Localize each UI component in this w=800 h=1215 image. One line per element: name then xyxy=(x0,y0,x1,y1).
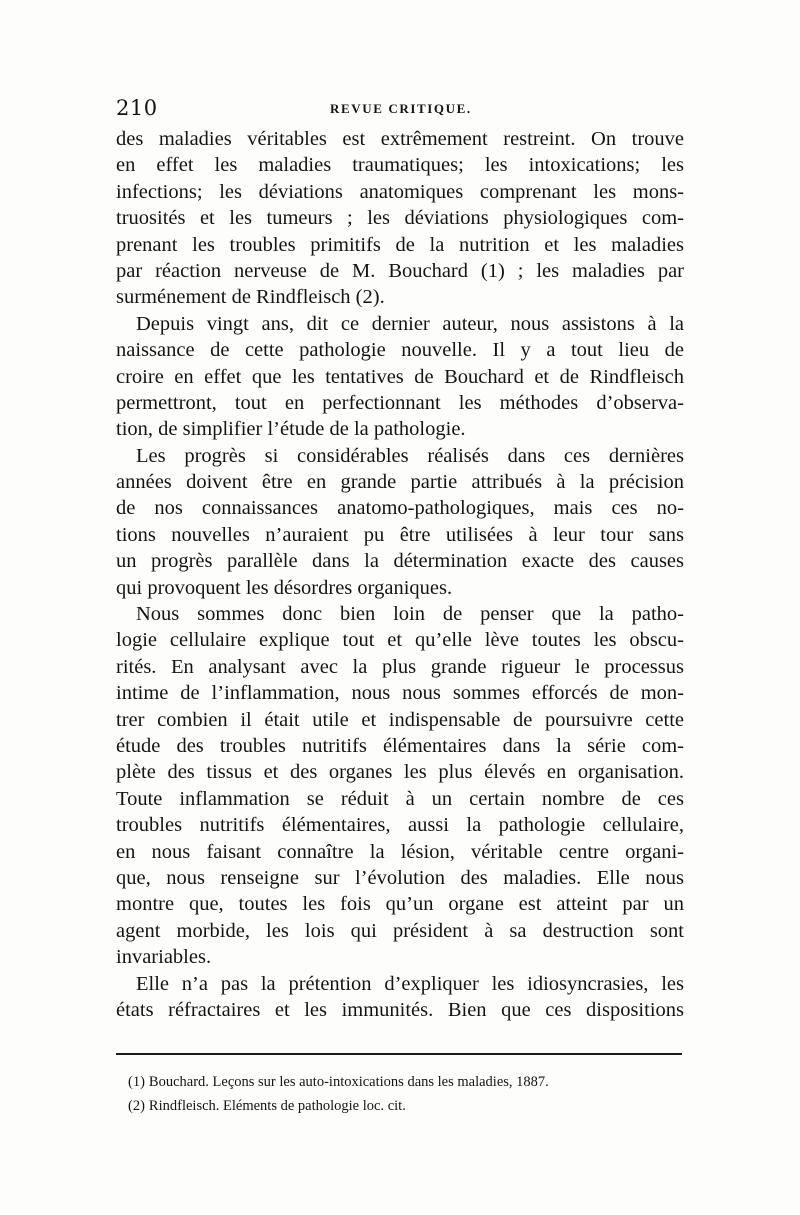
text-line: plète des tissus et des organes les plus élevés en organisation. xyxy=(116,761,684,784)
page-number: 210 xyxy=(116,96,158,120)
text-line: truosités et les tumeurs ; les déviations physiologiques com- xyxy=(116,207,684,230)
footnote-rule xyxy=(116,1053,682,1055)
text-line: tion, de simplifier l’étude de la pathologie. xyxy=(116,418,466,441)
text-line: étude des troubles nutritifs élémentaires dans la série com- xyxy=(116,734,684,757)
text-line: prenant les troubles primitifs de la nutrition et les maladies xyxy=(116,233,684,256)
text-line: permettront, tout en perfectionnant les méthodes d’observa- xyxy=(116,391,684,414)
text-line: troubles nutritifs élémentaires, aussi la pathologie cellulaire, xyxy=(116,814,684,837)
text-line: Les progrès si considérables réalisés dans ces dernières xyxy=(136,444,684,467)
text-line: tions nouvelles n’auraient pu être utilisées à leur tour sans xyxy=(116,523,684,546)
text-line: Elle n’a pas la prétention d’expliquer les idiosyncrasies, les xyxy=(136,972,684,995)
text-line: Depuis vingt ans, dit ce dernier auteur, nous assistons à la xyxy=(136,312,684,335)
text-line: de nos connaissances anatomo-pathologiques, mais ces no- xyxy=(116,497,684,520)
text-line: en effet les maladies traumatiques; les intoxications; les xyxy=(116,154,684,177)
text-line: en nous faisant connaître la lésion, véritable centre organi- xyxy=(116,840,684,863)
body-text xyxy=(116,126,684,1023)
footnote-mark: (1) xyxy=(128,1074,145,1090)
text-line: trer combien il était utile et indispensable de poursuivre cette xyxy=(116,708,684,731)
text-line: invariables. xyxy=(116,946,212,969)
text-line: logie cellulaire explique tout et qu’elle lève toutes les obscu- xyxy=(116,629,684,652)
text-line: naissance de cette pathologie nouvelle. Il y a tout lieu de xyxy=(116,339,684,362)
text-line: surménement de Rindfleisch (2). xyxy=(116,286,385,309)
footnotes xyxy=(128,1070,688,1118)
running-head: REVUE CRITIQUE. xyxy=(330,101,472,116)
text-line: états réfractaires et les immunités. Bien que ces dispositions xyxy=(116,998,684,1021)
text-line: des maladies véritables est extrêmement restreint. On trouve xyxy=(116,128,684,150)
text-line: infections; les déviations anatomiques comprenant les mons- xyxy=(116,180,684,203)
footnote-2 xyxy=(128,1094,688,1118)
text-line: Nous sommes donc bien loin de penser que la patho- xyxy=(136,603,684,626)
footnote-text: Rindfleisch. Eléments de pathologie loc. cit. xyxy=(148,1098,406,1114)
footnote-1 xyxy=(128,1070,688,1094)
text-line: croire en effet que les tentatives de Bouchard et de Rindfleisch xyxy=(116,365,684,388)
text-line: qui provoquent les désordres organiques. xyxy=(116,576,453,599)
text-line: intime de l’inflammation, nous nous sommes efforcés de mon- xyxy=(116,682,684,705)
text-line: agent morbide, les lois qui président à sa destruction sont xyxy=(116,919,684,942)
text-line: Toute inflammation se réduit à un certain nombre de ces xyxy=(116,787,684,810)
text-line: que, nous renseigne sur l’évolution des maladies. Elle nous xyxy=(116,866,684,889)
text-line: années doivent être en grande partie attribués à la précision xyxy=(116,471,684,494)
footnote-mark: (2) xyxy=(128,1098,145,1114)
text-line: montre que, toutes les fois qu’un organe est atteint par un xyxy=(116,893,684,916)
text-line: un progrès parallèle dans la détermination exacte des causes xyxy=(116,550,684,573)
text-line: par réaction nerveuse de M. Bouchard (1) ; les maladies par xyxy=(116,259,684,282)
text-line: rités. En analysant avec la plus grande rigueur le processus xyxy=(116,655,684,678)
page-header xyxy=(116,96,682,126)
footnote-text: Bouchard. Leçons sur les auto-intoxications dans les maladies, 1887. xyxy=(148,1074,549,1090)
